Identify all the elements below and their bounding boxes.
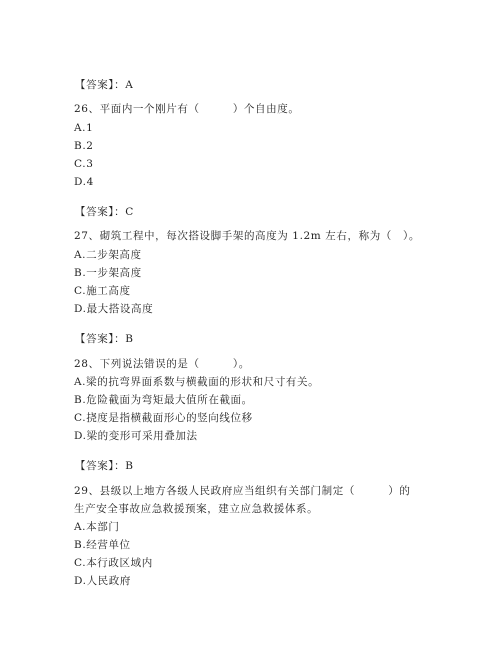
question-27-option-b: B.一步架高度 [74,267,142,279]
question-28-option-d: D.梁的变形可采用叠加法 [74,430,198,442]
answer-26: 【答案】：C [75,206,134,218]
question-28-option-b: B.危险截面为弯矩最大值所在截面。 [74,394,253,406]
question-29-option-c: C.本行政区域内 [74,557,153,569]
question-26-option-b: B.2 [74,140,94,152]
question-29-option-b: B.经营单位 [74,539,131,551]
question-27-option-a: A.二步架高度 [74,249,142,261]
answer-27: 【答案】：B [75,333,134,345]
answer-28: 【答案】：B [75,460,134,472]
answer-25: 【答案】：A [75,79,134,91]
question-28-stem: 28、下列说法错误的是（ ）。 [74,358,250,370]
question-26-option-d: D.4 [74,176,94,188]
question-27-stem: 27、砌筑工程中，每次搭设脚手架的高度为 1.2m 左右，称为（ ）。 [74,230,420,242]
question-29-stem-line-2: 生产安全事故应急救援预案，建立应急救援体系。 [74,503,319,515]
question-29-option-a: A.本部门 [74,521,120,533]
question-28-option-a: A.梁的抗弯界面系数与横截面的形状和尺寸有关。 [74,376,320,388]
question-26-option-c: C.3 [74,158,94,170]
question-26-option-a: A.1 [74,122,94,134]
question-26-stem: 26、平面内一个刚片有（ ）个自由度。 [74,103,300,115]
question-27-option-d: D.最大搭设高度 [74,303,154,315]
question-29-option-d: D.人民政府 [74,575,131,587]
question-27-option-c: C.施工高度 [74,285,131,297]
question-28-option-c: C.挠度是指横截面形心的竖向线位移 [74,412,253,424]
question-29-stem-line-1: 29、县级以上地方各级人民政府应当组织有关部门制定（ ）的 [74,485,411,497]
